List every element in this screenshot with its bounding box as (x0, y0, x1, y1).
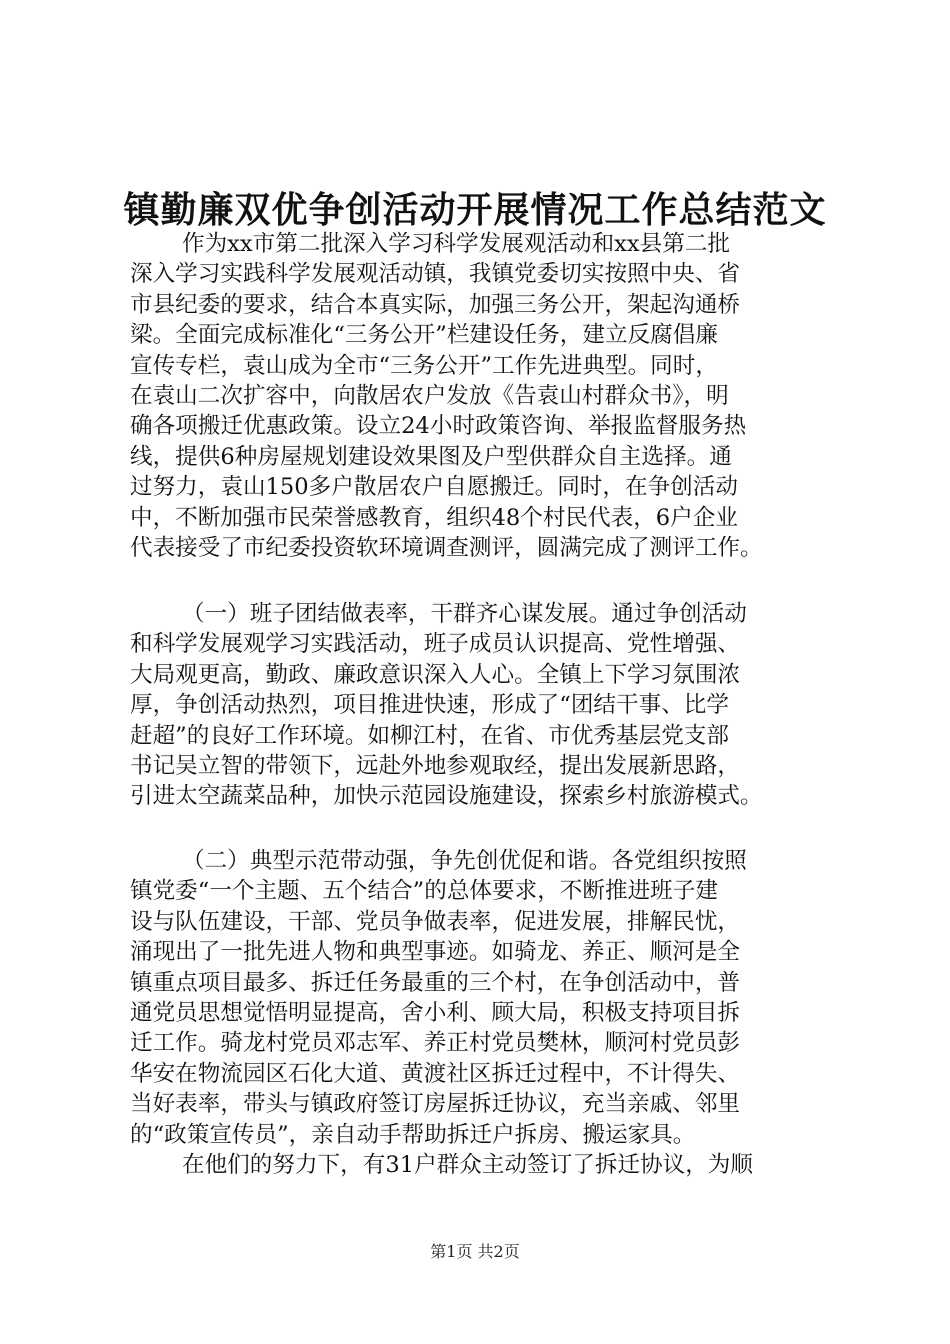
paragraph-4 (130, 1150, 834, 1180)
paragraph-line: 迁工作。骑龙村党员邓志军、养正村党员樊林，顺河村党员彭 (130, 1030, 741, 1057)
paragraph-line: 和科学发展观学习实践活动，班子成员认识提高、党性增强、 (130, 631, 741, 658)
paragraph-line: 镇党委“一个主题、五个结合”的总体要求，不断推进班子建 (130, 878, 718, 905)
paragraph-line: 中，不断加强市民荣誉感教育，组织48个村民代表，6户企业 (130, 504, 738, 531)
paragraph-line: 厚，争创活动热烈，项目推进快速，形成了“团结干事、比学 (130, 692, 729, 719)
paragraph-line: （一）班子团结做表率，干群齐心谋发展。通过争创活动 (182, 601, 747, 627)
paragraph-line: 当好表率，带头与镇政府签订房屋拆迁协议，充当亲戚、邻里 (130, 1091, 741, 1118)
paragraph-3 (130, 846, 834, 1150)
paragraph-line: 华安在物流园区石化大道、黄渡社区拆迁过程中，不计得失、 (130, 1060, 741, 1087)
paragraph-line: 确各项搬迁优惠政策。设立24小时政策咨询、举报监督服务热 (130, 413, 747, 440)
paragraph-line: 的“政策宣传员”，亲自动手帮助拆迁户拆房、搬运家具。 (130, 1121, 696, 1148)
paragraph-line: 作为xx市第二批深入学习科学发展观活动和xx县第二批 (182, 231, 731, 257)
paragraph-line: 书记吴立智的带领下，远赴外地参观取经，提出发展新思路， (130, 752, 741, 779)
paragraph-line: 通党员思想觉悟明显提高，舍小利、顾大局，积极支持项目拆 (130, 999, 741, 1026)
paragraph-line: 引进太空蔬菜品种，加快示范园设施建设，探索乡村旅游模式。 (130, 783, 763, 810)
paragraph-line: （二）典型示范带动强，争先创优促和谐。各党组织按照 (182, 848, 747, 874)
paragraph-line: 在袁山二次扩容中，向散居农户发放《告袁山村群众书》，明 (130, 382, 729, 409)
paragraph-line: 梁。全面完成标准化“三务公开”栏建设任务，建立反腐倡廉 (130, 322, 718, 349)
paragraph-line: 涌现出了一批先进人物和典型事迹。如骑龙、养正、顺河是全 (130, 939, 741, 966)
paragraph-line: 在他们的努力下，有31户群众主动签订了拆迁协议，为顺 (182, 1152, 753, 1178)
paragraph-line: 市县纪委的要求，结合本真实际，加强三务公开，架起沟通桥 (130, 291, 741, 318)
page-number-footer: 第1页 共2页 (430, 1242, 520, 1261)
paragraph-2 (130, 599, 834, 812)
paragraph-line: 镇重点项目最多、拆迁任务最重的三个村，在争创活动中，普 (130, 969, 741, 996)
paragraph-line: 代表接受了市纪委投资软环境调查测评，圆满完成了测评工作。 (130, 534, 763, 561)
paragraph-line: 线，提供6种房屋规划建设效果图及户型供群众自主选择。通 (130, 443, 732, 470)
paragraph-line: 过努力，袁山150多户散居农户自愿搬迁。同时，在争创活动 (130, 474, 738, 501)
document-title: 镇勤廉双优争创活动开展情况工作总结范文 (123, 189, 827, 231)
paragraph-line: 赶超”的良好工作环境。如柳江村，在省、市优秀基层党支部 (130, 722, 729, 749)
paragraph-line: 大局观更高，勤政、廉政意识深入人心。全镇上下学习氛围浓 (130, 661, 741, 688)
paragraph-line: 宣传专栏，袁山成为全市“三务公开”工作先进典型。同时， (130, 352, 718, 379)
paragraph-line: 设与队伍建设，干部、党员争做表率，促进发展，排解民忧， (130, 908, 741, 935)
paragraph-1 (130, 229, 834, 563)
paragraph-line: 深入学习实践科学发展观活动镇，我镇党委切实按照中央、省 (130, 261, 741, 288)
